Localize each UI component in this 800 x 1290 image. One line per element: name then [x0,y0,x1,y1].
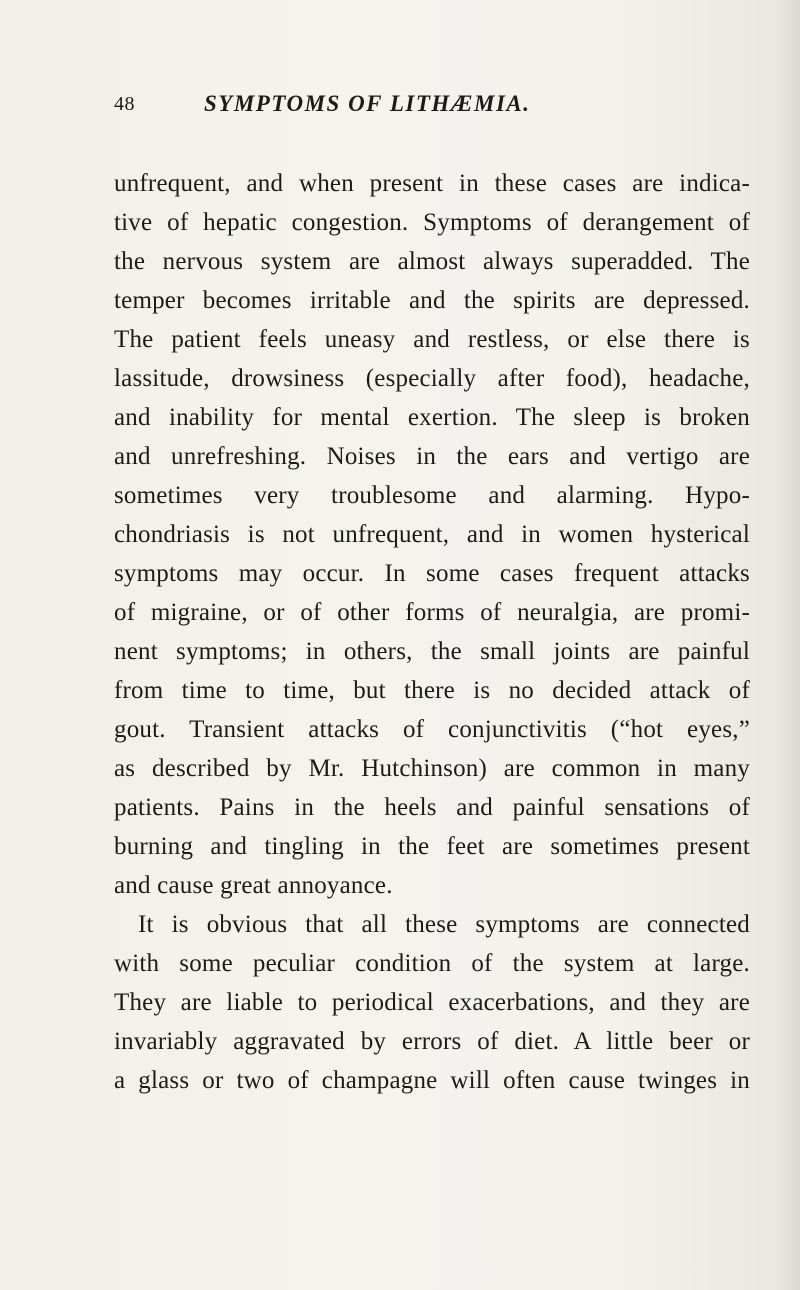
text-line: and cause great annoyance. [114,872,393,899]
text-line: temper becomes irritable and the spirits are depressed. [114,287,750,314]
text-line: It is obvious that all these symptoms are connected [138,911,750,938]
text-line: invariably aggravated by errors of diet. A little beer or [114,1028,750,1055]
page-number: 48 [114,93,135,115]
text-line: as described by Mr. Hutchinson) are common in many [114,755,750,782]
text-line: of migraine, or of other forms of neuralgia, are promi- [114,599,750,626]
text-line: nent symptoms; in others, the small joints are painful [114,638,750,665]
paragraph-2 [114,905,750,1100]
text-line: from time to time, but there is no decided attack of [114,677,750,704]
page-edge-shadow [776,0,800,1290]
running-head [114,84,754,124]
text-line: a glass or two of champagne will often cause twinges in [114,1067,750,1094]
text-line: sometimes very troublesome and alarming. Hypo- [114,482,750,509]
text-line: chondriasis is not unfrequent, and in women hysterical [114,521,750,548]
text-line: They are liable to periodical exacerbations, and they are [114,989,750,1016]
text-line: gout. Transient attacks of conjunctivitis (“hot eyes,” [114,716,750,743]
text-line: and unrefreshing. Noises in the ears and vertigo are [114,443,750,470]
text-line: symptoms may occur. In some cases frequent attacks [114,560,750,587]
text-line: and inability for mental exertion. The sleep is broken [114,404,750,431]
body-text [114,164,750,1100]
text-line: with some peculiar condition of the system at large. [114,950,750,977]
text-line: patients. Pains in the heels and painful sensations of [114,794,750,821]
paragraph-1 [114,164,750,905]
text-line: the nervous system are almost always superadded. The [114,248,750,275]
text-line: unfrequent, and when present in these cases are indica- [114,170,750,197]
text-line: burning and tingling in the feet are sometimes present [114,833,750,860]
text-line: lassitude, drowsiness (especially after food), headache, [114,365,750,392]
running-title: SYMPTOMS OF LITHÆMIA. [204,91,531,116]
text-line: The patient feels uneasy and restless, or else there is [114,326,750,353]
text-line: tive of hepatic congestion. Symptoms of derangement of [114,209,750,236]
